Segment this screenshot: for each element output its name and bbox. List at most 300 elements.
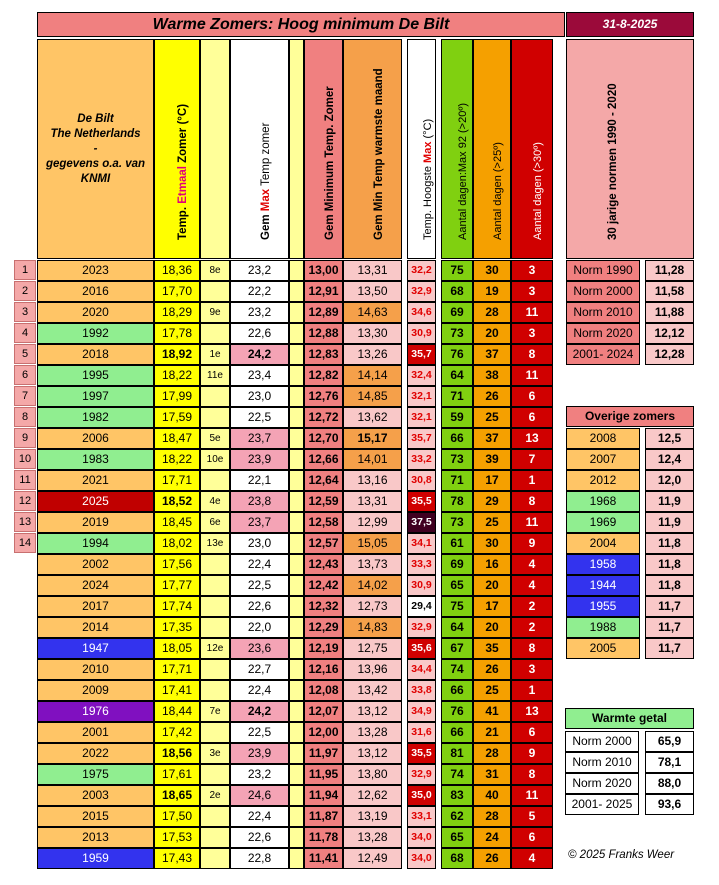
cell-hm: 30,9 — [407, 575, 436, 596]
cell-max: 22,6 — [230, 827, 289, 848]
cell-sp — [289, 659, 304, 680]
cell-etm: 18,05 — [154, 638, 200, 659]
cell-rank: 5e — [200, 428, 230, 449]
cell-hm: 32,9 — [407, 281, 436, 302]
cell-hm: 33,1 — [407, 806, 436, 827]
header-etmaal-label: Temp. Etmaal Zomer (°C) — [177, 103, 189, 240]
cell-min: 11,78 — [304, 827, 343, 848]
cell-mm: 14,85 — [343, 386, 402, 407]
cell-d25: 38 — [473, 365, 511, 386]
cell-mm: 13,31 — [343, 260, 402, 281]
cell-d30: 4 — [511, 848, 553, 869]
cell-max: 22,2 — [230, 281, 289, 302]
cell-min: 12,66 — [304, 449, 343, 470]
warmte-value: 88,0 — [645, 773, 694, 794]
date-badge: 31-8-2025 — [566, 12, 694, 37]
cell-d30: 3 — [511, 260, 553, 281]
cell-mm: 13,26 — [343, 344, 402, 365]
cell-etm: 17,35 — [154, 617, 200, 638]
cell-etm: 18,47 — [154, 428, 200, 449]
cell-mm: 12,62 — [343, 785, 402, 806]
cell-sp — [289, 722, 304, 743]
warmte-value: 93,6 — [645, 794, 694, 815]
cell-d30: 13 — [511, 701, 553, 722]
cell-rank: 11e — [200, 365, 230, 386]
cell-max: 23,0 — [230, 533, 289, 554]
cell-mm: 13,96 — [343, 659, 402, 680]
cell-mm: 12,49 — [343, 848, 402, 869]
cell-year: 2016 — [37, 281, 154, 302]
header-d20-label: Aantal dagen:Max 92 (>20º) — [457, 102, 469, 240]
cell-rank — [200, 596, 230, 617]
cell-rank — [200, 848, 230, 869]
warmte-label: Norm 2010 — [565, 752, 639, 773]
cell-hm: 35,6 — [407, 638, 436, 659]
cell-sp — [289, 638, 304, 659]
rank-index: 2 — [14, 281, 36, 301]
overige-year: 1955 — [566, 596, 640, 617]
cell-etm: 17,74 — [154, 596, 200, 617]
cell-year: 1982 — [37, 407, 154, 428]
cell-hm: 34,0 — [407, 827, 436, 848]
cell-rank — [200, 407, 230, 428]
cell-d30: 6 — [511, 386, 553, 407]
warmte-value: 78,1 — [645, 752, 694, 773]
cell-hm: 30,9 — [407, 323, 436, 344]
header-spacer — [289, 39, 304, 259]
cell-min: 12,89 — [304, 302, 343, 323]
overige-year: 2012 — [566, 470, 640, 491]
cell-min: 11,95 — [304, 764, 343, 785]
cell-min: 11,41 — [304, 848, 343, 869]
cell-d30: 2 — [511, 617, 553, 638]
cell-d30: 8 — [511, 638, 553, 659]
cell-d20: 69 — [441, 554, 473, 575]
header-max — [230, 39, 289, 259]
cell-min: 12,72 — [304, 407, 343, 428]
cell-etm: 17,77 — [154, 575, 200, 596]
header-min-maand-label: Gem Min Temp warmste maand — [372, 68, 385, 240]
cell-min: 11,97 — [304, 743, 343, 764]
cell-d30: 4 — [511, 554, 553, 575]
cell-d20: 71 — [441, 386, 473, 407]
cell-etm: 18,22 — [154, 449, 200, 470]
rank-index: 1 — [14, 260, 36, 280]
cell-sp — [289, 407, 304, 428]
cell-max: 22,8 — [230, 848, 289, 869]
header-hoogste-label: Temp. Hoogste Max (°C) — [421, 118, 434, 240]
cell-d20: 74 — [441, 764, 473, 785]
cell-d20: 74 — [441, 659, 473, 680]
cell-rank — [200, 554, 230, 575]
info-line: De Bilt — [77, 112, 114, 125]
cell-min: 12,82 — [304, 365, 343, 386]
cell-d25: 30 — [473, 260, 511, 281]
cell-min: 12,88 — [304, 323, 343, 344]
cell-etm: 17,42 — [154, 722, 200, 743]
cell-d30: 9 — [511, 743, 553, 764]
cell-d25: 31 — [473, 764, 511, 785]
cell-mm: 14,63 — [343, 302, 402, 323]
cell-d20: 62 — [441, 806, 473, 827]
cell-d25: 29 — [473, 491, 511, 512]
cell-mm: 14,02 — [343, 575, 402, 596]
cell-sp — [289, 764, 304, 785]
cell-sp — [289, 848, 304, 869]
info-line: gegevens o.a. van — [45, 157, 146, 170]
cell-sp — [289, 617, 304, 638]
cell-etm: 18,29 — [154, 302, 200, 323]
cell-d20: 73 — [441, 512, 473, 533]
cell-d20: 68 — [441, 848, 473, 869]
cell-year: 2020 — [37, 302, 154, 323]
info-line: - — [93, 142, 98, 155]
cell-d25: 28 — [473, 302, 511, 323]
cell-etm: 17,53 — [154, 827, 200, 848]
cell-d20: 69 — [441, 302, 473, 323]
cell-etm: 18,92 — [154, 344, 200, 365]
cell-d20: 76 — [441, 344, 473, 365]
cell-etm: 17,78 — [154, 323, 200, 344]
header-d30 — [511, 39, 553, 259]
cell-max: 23,2 — [230, 260, 289, 281]
cell-year: 1994 — [37, 533, 154, 554]
cell-year: 2006 — [37, 428, 154, 449]
cell-etm: 17,50 — [154, 806, 200, 827]
cell-d25: 20 — [473, 617, 511, 638]
cell-sp — [289, 785, 304, 806]
cell-hm: 33,2 — [407, 449, 436, 470]
cell-year: 1959 — [37, 848, 154, 869]
cell-hm: 31,6 — [407, 722, 436, 743]
rank-index: 13 — [14, 512, 36, 532]
rank-index: 14 — [14, 533, 36, 553]
cell-etm: 18,36 — [154, 260, 200, 281]
cell-d20: 71 — [441, 470, 473, 491]
cell-etm: 18,45 — [154, 512, 200, 533]
cell-rank: 8e — [200, 260, 230, 281]
cell-mm: 13,28 — [343, 722, 402, 743]
cell-max: 23,7 — [230, 428, 289, 449]
cell-rank: 12e — [200, 638, 230, 659]
cell-rank: 7e — [200, 701, 230, 722]
cell-hm: 32,9 — [407, 764, 436, 785]
cell-d30: 8 — [511, 344, 553, 365]
cell-year: 2021 — [37, 470, 154, 491]
header-etmaal — [154, 39, 200, 259]
cell-etm: 17,56 — [154, 554, 200, 575]
cell-d20: 73 — [441, 323, 473, 344]
cell-max: 23,0 — [230, 386, 289, 407]
cell-d25: 17 — [473, 596, 511, 617]
cell-d30: 6 — [511, 827, 553, 848]
cell-mm: 15,17 — [343, 428, 402, 449]
cell-hm: 34,0 — [407, 848, 436, 869]
cell-d25: 28 — [473, 743, 511, 764]
cell-mm: 13,50 — [343, 281, 402, 302]
rank-index: 5 — [14, 344, 36, 364]
cell-d20: 76 — [441, 701, 473, 722]
cell-d30: 8 — [511, 764, 553, 785]
cell-d30: 11 — [511, 302, 553, 323]
cell-sp — [289, 323, 304, 344]
header-d25 — [473, 39, 511, 259]
cell-max: 23,7 — [230, 512, 289, 533]
norm-label: Norm 2020 — [566, 323, 640, 344]
cell-min: 12,59 — [304, 491, 343, 512]
header-hoogste — [407, 39, 436, 259]
cell-hm: 34,1 — [407, 533, 436, 554]
header-min-zomer — [304, 39, 343, 259]
cell-mm: 14,14 — [343, 365, 402, 386]
cell-d25: 19 — [473, 281, 511, 302]
cell-etm: 17,61 — [154, 764, 200, 785]
header-min-maand — [343, 39, 402, 259]
cell-min: 12,83 — [304, 344, 343, 365]
cell-d20: 81 — [441, 743, 473, 764]
cell-year: 2009 — [37, 680, 154, 701]
cell-max: 24,2 — [230, 701, 289, 722]
cell-year: 2013 — [37, 827, 154, 848]
cell-rank — [200, 764, 230, 785]
info-line: The Netherlands — [50, 127, 141, 140]
cell-sp — [289, 344, 304, 365]
cell-d20: 67 — [441, 638, 473, 659]
cell-max: 24,6 — [230, 785, 289, 806]
cell-max: 22,5 — [230, 407, 289, 428]
rank-index: 10 — [14, 449, 36, 469]
cell-sp — [289, 260, 304, 281]
rank-index: 7 — [14, 386, 36, 406]
cell-hm: 35,0 — [407, 785, 436, 806]
cell-year: 2003 — [37, 785, 154, 806]
copyright: © 2025 Franks Weer — [568, 849, 675, 861]
cell-max: 22,5 — [230, 722, 289, 743]
cell-d30: 11 — [511, 365, 553, 386]
cell-min: 12,00 — [304, 722, 343, 743]
norm-value: 11,58 — [645, 281, 694, 302]
header-normen-label: 30 jarige normen 1990 - 2020 — [607, 83, 619, 240]
cell-rank: 4e — [200, 491, 230, 512]
cell-d25: 26 — [473, 848, 511, 869]
cell-sp — [289, 470, 304, 491]
cell-d20: 64 — [441, 617, 473, 638]
norm-value: 12,12 — [645, 323, 694, 344]
cell-max: 22,5 — [230, 575, 289, 596]
header-min-zomer-label: Gem Minimum Temp. Zomer — [323, 86, 336, 240]
cell-d20: 64 — [441, 365, 473, 386]
rank-index: 9 — [14, 428, 36, 448]
cell-d30: 3 — [511, 659, 553, 680]
cell-max: 22,4 — [230, 806, 289, 827]
cell-max: 22,0 — [230, 617, 289, 638]
cell-min: 12,32 — [304, 596, 343, 617]
cell-sp — [289, 743, 304, 764]
cell-max: 22,4 — [230, 680, 289, 701]
cell-d25: 24 — [473, 827, 511, 848]
cell-max: 22,7 — [230, 659, 289, 680]
cell-d25: 37 — [473, 344, 511, 365]
cell-d25: 37 — [473, 428, 511, 449]
cell-min: 12,64 — [304, 470, 343, 491]
cell-rank — [200, 827, 230, 848]
cell-max: 23,4 — [230, 365, 289, 386]
cell-rank: 6e — [200, 512, 230, 533]
cell-d20: 75 — [441, 596, 473, 617]
cell-d20: 65 — [441, 575, 473, 596]
overige-value: 11,9 — [645, 491, 694, 512]
cell-mm: 14,01 — [343, 449, 402, 470]
cell-year: 1983 — [37, 449, 154, 470]
cell-hm: 34,6 — [407, 302, 436, 323]
cell-hm: 30,8 — [407, 470, 436, 491]
warmte-value: 65,9 — [645, 731, 694, 752]
cell-mm: 13,12 — [343, 701, 402, 722]
cell-d25: 17 — [473, 470, 511, 491]
cell-hm: 35,5 — [407, 743, 436, 764]
header-d20 — [441, 39, 473, 259]
cell-d20: 66 — [441, 680, 473, 701]
cell-hm: 32,1 — [407, 407, 436, 428]
cell-year: 2015 — [37, 806, 154, 827]
overige-value: 11,7 — [645, 638, 694, 659]
norm-label: Norm 1990 — [566, 260, 640, 281]
cell-d30: 1 — [511, 680, 553, 701]
cell-min: 12,08 — [304, 680, 343, 701]
cell-min: 12,19 — [304, 638, 343, 659]
cell-d30: 11 — [511, 785, 553, 806]
cell-min: 12,43 — [304, 554, 343, 575]
overige-title: Overige zomers — [566, 406, 694, 427]
cell-year: 2018 — [37, 344, 154, 365]
cell-sp — [289, 281, 304, 302]
cell-etm: 18,44 — [154, 701, 200, 722]
cell-sp — [289, 449, 304, 470]
overige-year: 1958 — [566, 554, 640, 575]
cell-d30: 3 — [511, 281, 553, 302]
norm-label: Norm 2000 — [566, 281, 640, 302]
cell-max: 24,2 — [230, 344, 289, 365]
cell-rank: 10e — [200, 449, 230, 470]
cell-hm: 37,5 — [407, 512, 436, 533]
cell-rank — [200, 470, 230, 491]
cell-mm: 13,42 — [343, 680, 402, 701]
cell-d25: 26 — [473, 659, 511, 680]
cell-hm: 35,5 — [407, 491, 436, 512]
cell-sp — [289, 827, 304, 848]
cell-year: 1995 — [37, 365, 154, 386]
cell-min: 12,91 — [304, 281, 343, 302]
cell-year: 1997 — [37, 386, 154, 407]
cell-year: 1975 — [37, 764, 154, 785]
cell-mm: 12,99 — [343, 512, 402, 533]
cell-d30: 8 — [511, 491, 553, 512]
cell-etm: 17,59 — [154, 407, 200, 428]
cell-d25: 25 — [473, 512, 511, 533]
cell-year: 2002 — [37, 554, 154, 575]
cell-etm: 17,71 — [154, 659, 200, 680]
cell-sp — [289, 575, 304, 596]
cell-mm: 15,05 — [343, 533, 402, 554]
cell-d20: 75 — [441, 260, 473, 281]
cell-etm: 18,52 — [154, 491, 200, 512]
cell-sp — [289, 302, 304, 323]
cell-d20: 59 — [441, 407, 473, 428]
cell-sp — [289, 533, 304, 554]
cell-etm: 17,99 — [154, 386, 200, 407]
overige-value: 12,5 — [645, 428, 694, 449]
cell-d25: 26 — [473, 386, 511, 407]
cell-d30: 5 — [511, 806, 553, 827]
cell-d20: 73 — [441, 449, 473, 470]
header-d30-label: Aantal dagen (>30º) — [532, 142, 544, 240]
norm-value: 11,88 — [645, 302, 694, 323]
overige-value: 12,4 — [645, 449, 694, 470]
warmte-label: 2001- 2025 — [565, 794, 639, 815]
cell-sp — [289, 806, 304, 827]
cell-d25: 25 — [473, 680, 511, 701]
overige-year: 1988 — [566, 617, 640, 638]
cell-d25: 39 — [473, 449, 511, 470]
cell-d20: 65 — [441, 827, 473, 848]
cell-d25: 21 — [473, 722, 511, 743]
cell-mm: 13,31 — [343, 491, 402, 512]
cell-year: 1947 — [37, 638, 154, 659]
cell-max: 23,2 — [230, 764, 289, 785]
cell-hm: 33,3 — [407, 554, 436, 575]
cell-etm: 17,43 — [154, 848, 200, 869]
cell-hm: 32,2 — [407, 260, 436, 281]
overige-value: 11,8 — [645, 575, 694, 596]
rank-index: 6 — [14, 365, 36, 385]
cell-hm: 34,9 — [407, 701, 436, 722]
overige-year: 1969 — [566, 512, 640, 533]
cell-hm: 29,4 — [407, 596, 436, 617]
cell-max: 22,1 — [230, 470, 289, 491]
cell-max: 23,2 — [230, 302, 289, 323]
cell-rank: 1e — [200, 344, 230, 365]
overige-value: 12,0 — [645, 470, 694, 491]
cell-d30: 2 — [511, 596, 553, 617]
norm-value: 12,28 — [645, 344, 694, 365]
cell-mm: 13,28 — [343, 827, 402, 848]
header-normen — [566, 39, 694, 259]
overige-value: 11,9 — [645, 512, 694, 533]
cell-min: 13,00 — [304, 260, 343, 281]
cell-min: 12,16 — [304, 659, 343, 680]
cell-min: 12,42 — [304, 575, 343, 596]
warmte-title: Warmte getal — [565, 708, 694, 729]
overige-year: 2005 — [566, 638, 640, 659]
cell-d30: 4 — [511, 575, 553, 596]
overige-value: 11,8 — [645, 533, 694, 554]
cell-sp — [289, 428, 304, 449]
header-d25-label: Aantal dagen (>25º) — [492, 142, 504, 240]
cell-sp — [289, 512, 304, 533]
page-title: Warme Zomers: Hoog minimum De Bilt — [37, 12, 565, 37]
overige-value: 11,7 — [645, 617, 694, 638]
cell-etm: 18,65 — [154, 785, 200, 806]
overige-year: 2008 — [566, 428, 640, 449]
rank-index: 11 — [14, 470, 36, 490]
cell-d30: 1 — [511, 470, 553, 491]
cell-hm: 35,7 — [407, 344, 436, 365]
cell-max: 23,8 — [230, 491, 289, 512]
cell-d30: 7 — [511, 449, 553, 470]
cell-rank: 3e — [200, 743, 230, 764]
cell-d20: 66 — [441, 722, 473, 743]
cell-mm: 13,12 — [343, 743, 402, 764]
